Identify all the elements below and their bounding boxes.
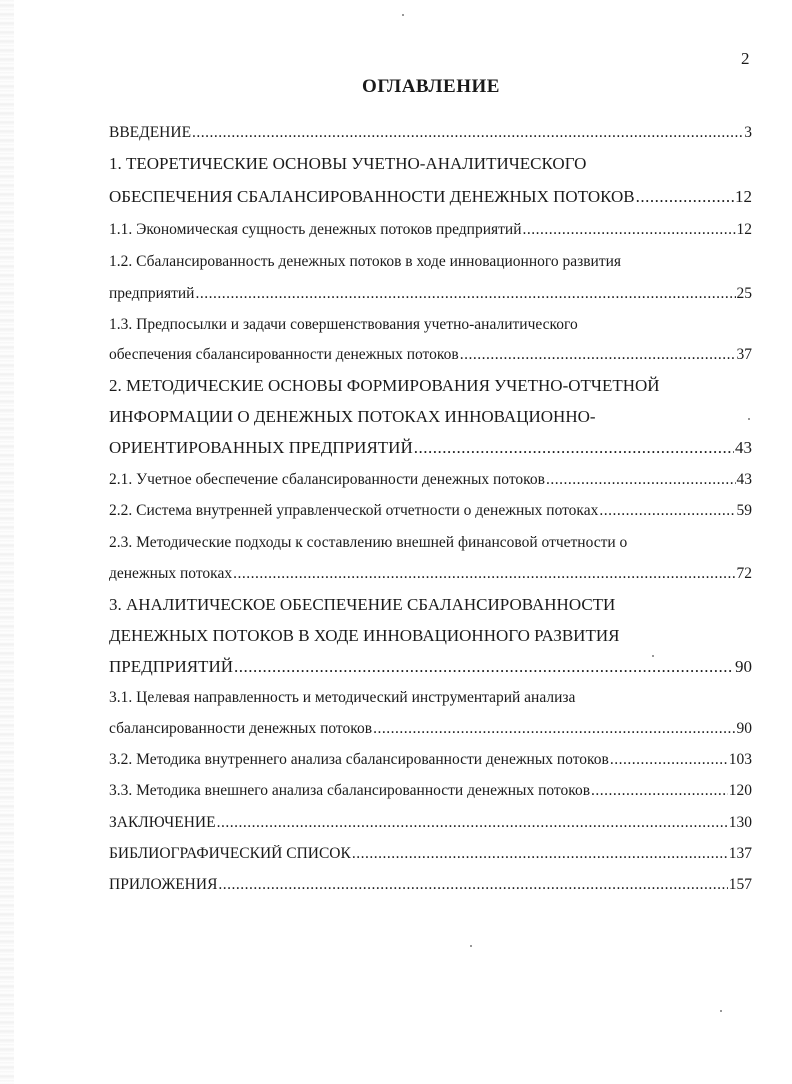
toc-entry: [109, 346, 752, 364]
toc-entry: [109, 253, 752, 271]
toc-leader-dots: [233, 565, 735, 583]
toc-entry-text: 1. ТЕОРЕТИЧЕСКИЕ ОСНОВЫ УЧЕТНО-АНАЛИТИЧЕСКОГО: [109, 154, 587, 173]
toc-entry-text: ОРИЕНТИРОВАННЫХ ПРЕДПРИЯТИЙ: [109, 438, 413, 457]
toc-entry: [109, 534, 752, 552]
toc-leader-dots: [546, 471, 736, 489]
toc-entry-text: ИНФОРМАЦИИ О ДЕНЕЖНЫХ ПОТОКАХ ИННОВАЦИОННО-: [109, 407, 596, 426]
toc-entry-text: 2.3. Методические подходы к составлению внешней финансовой отчетности о: [109, 534, 628, 551]
toc-entry: [109, 407, 752, 427]
toc-entry-page: 72: [736, 565, 752, 582]
toc-entry: [109, 376, 752, 396]
toc-entry: [109, 782, 752, 800]
toc-entry: [109, 285, 752, 303]
toc-entry: [109, 657, 752, 677]
scan-speck: [402, 14, 404, 16]
toc-entry-text: 2.2. Система внутренней управленческой отчетности о денежных потоках: [109, 502, 599, 519]
toc-entry-page: 90: [735, 657, 752, 676]
toc-leader-dots: [217, 814, 728, 832]
toc-entry-text: БИБЛИОГРАФИЧЕСКИЙ СПИСОК: [109, 845, 351, 862]
toc-entry-page: 12: [736, 221, 752, 238]
toc-entry-page: 130: [728, 814, 752, 831]
toc-leader-dots: [234, 657, 734, 677]
toc-leader-dots: [599, 502, 735, 520]
toc-entry-text: 3.2. Методика внутреннего анализа сбалансированности денежных потоков: [109, 751, 609, 768]
toc-entry: [109, 845, 752, 863]
toc-entry: [109, 876, 752, 894]
toc-entry-text: ПРИЛОЖЕНИЯ: [109, 876, 218, 893]
toc-entry-page: 90: [736, 720, 752, 737]
scan-speck: [652, 655, 654, 657]
toc-entry-page: 137: [728, 845, 752, 862]
toc-entry-text: 1.1. Экономическая сущность денежных потоков предприятий: [109, 221, 522, 238]
toc-entry-page: 25: [736, 285, 752, 302]
toc-entry-page: 120: [728, 782, 752, 799]
toc-entry-page: 12: [735, 187, 752, 206]
toc-entry-text: ОБЕСПЕЧЕНИЯ СБАЛАНСИРОВАННОСТИ ДЕНЕЖНЫХ ПОТОКОВ: [109, 187, 635, 206]
toc-entry: [109, 471, 752, 489]
toc-entry-text: 3. АНАЛИТИЧЕСКОЕ ОБЕСПЕЧЕНИЕ СБАЛАНСИРОВАННОСТИ: [109, 595, 616, 614]
toc-leader-dots: [195, 285, 735, 303]
toc-entry-page: 103: [728, 751, 752, 768]
toc-entry-text: обеспечения сбалансированности денежных потоков: [109, 346, 459, 363]
toc-entry-text: денежных потоках: [109, 565, 233, 582]
toc-leader-dots: [522, 221, 735, 239]
toc-entry-text: 2. МЕТОДИЧЕСКИЕ ОСНОВЫ ФОРМИРОВАНИЯ УЧЕТНО-ОТЧЕТНОЙ: [109, 376, 660, 395]
toc-entry: [109, 438, 752, 458]
toc-leader-dots: [414, 438, 734, 458]
toc-entry: [109, 316, 752, 334]
toc-entry-page: 157: [728, 876, 752, 893]
toc-entry-page: 43: [736, 471, 752, 488]
toc-entry-text: предприятий: [109, 285, 195, 302]
toc-entry-text: 3.1. Целевая направленность и методический инструментарий анализа: [109, 689, 576, 706]
toc-leader-dots: [218, 876, 727, 894]
toc-entry-text: 1.3. Предпосылки и задачи совершенствования учетно-аналитического: [109, 316, 578, 333]
toc-entry-text: ЗАКЛЮЧЕНИЕ: [109, 814, 216, 831]
toc-entry: [109, 565, 752, 583]
toc-entry-page: 37: [736, 346, 752, 363]
toc-entry: [109, 626, 752, 646]
toc-leader-dots: [192, 124, 743, 142]
toc-entry-text: 1.2. Сбалансированность денежных потоков в ходе инновационного развития: [109, 253, 622, 270]
toc-entry-text: сбалансированности денежных потоков: [109, 720, 373, 737]
page-number: 2: [741, 49, 750, 68]
toc-entry: [109, 751, 752, 769]
toc-entry-page: 59: [736, 502, 752, 519]
toc-entry: [109, 221, 752, 239]
toc-entry: [109, 814, 752, 832]
toc-entry: [109, 124, 752, 142]
toc-leader-dots: [636, 187, 734, 207]
toc-leader-dots: [352, 845, 728, 863]
toc-entry: [109, 595, 752, 615]
toc-leader-dots: [373, 720, 735, 738]
scan-speck: [470, 945, 472, 947]
scan-speck: [720, 1010, 722, 1012]
toc-title: ОГЛАВЛЕНИЕ: [362, 76, 500, 97]
toc-entry-page: 3: [744, 124, 752, 141]
toc-leader-dots: [591, 782, 728, 800]
toc-entry-text: ВВЕДЕНИЕ: [109, 124, 192, 141]
toc-leader-dots: [610, 751, 728, 769]
toc-entry: [109, 154, 752, 174]
toc-entry: [109, 502, 752, 520]
scan-speck: [748, 418, 750, 420]
toc-entry-page: 43: [735, 438, 752, 457]
toc-entry-text: ДЕНЕЖНЫХ ПОТОКОВ В ХОДЕ ИННОВАЦИОННОГО РАЗВИТИЯ: [109, 626, 620, 645]
toc-entry-text: 3.3. Методика внешнего анализа сбалансированности денежных потоков: [109, 782, 591, 799]
toc-entry: [109, 187, 752, 207]
toc-entry-text: ПРЕДПРИЯТИЙ: [109, 657, 233, 676]
toc-leader-dots: [460, 346, 736, 364]
toc-entry: [109, 689, 752, 707]
toc-entry: [109, 720, 752, 738]
toc-entry-text: 2.1. Учетное обеспечение сбалансированности денежных потоков: [109, 471, 545, 488]
